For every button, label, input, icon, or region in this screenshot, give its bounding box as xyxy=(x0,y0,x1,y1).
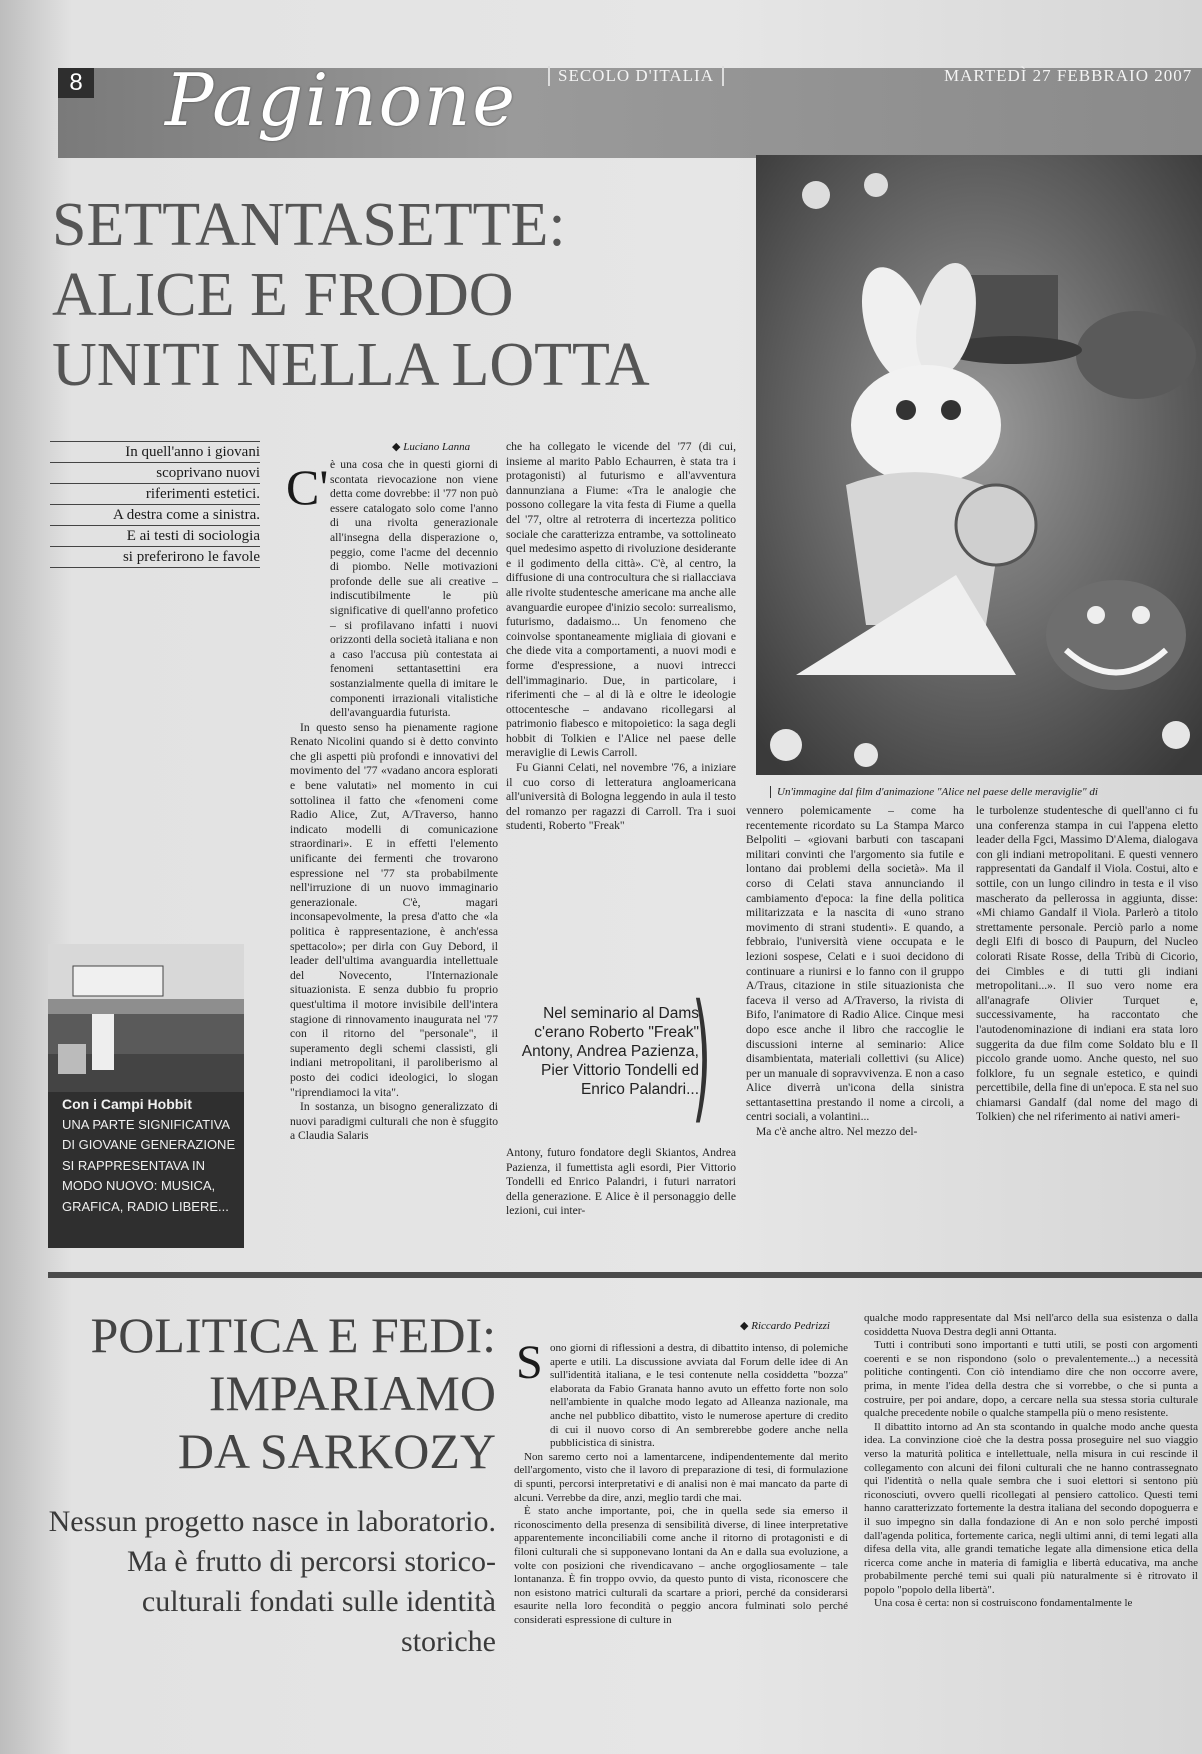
article-column-4 xyxy=(976,804,1198,1256)
paragraph: Tutti i contributi sono importanti e tutti utili, se posti con argomenti coerenti e se non rispondono (solo o prevalentemente...) a necessità politiche contingenti. Con ciò intendiamo dire che non occorre avere, prima, in mente l'idea della destra che si vorrebbe, o che si punta a costruire, per poi andare, dopo, a cercare nella sua stessa storia culturale qualche precedente nobile o qualche stampella più o meno resistente. xyxy=(864,1339,1198,1420)
paragraph: Una cosa è certa: non si costruiscono fondamentalmente le xyxy=(874,1597,1133,1610)
photo-caption-text: UNA PARTE SIGNIFICATIVA DI GIOVANE GENERAZIONE SI RAPPRESENTAVA IN MODO NUOVO: MUSICA, GRAFICA, RADIO LIBERE... xyxy=(62,1116,236,1214)
paragraph: vennero polemicamente – come ha recentemente ricordato su La Stampa Marco Belpoliti – «giovani barbuti con tascapani militari convinti che l'argomento sia futile e lontano dai problemi della società». Ma il corso di Celati stava annunciando il cambiamento d'epoca: la fine della politica militarizzata e la nascita di «uno strano movimento di strani studenti». E quando, a febbraio, l'università viene occupata e le lezioni sospese, Celati e i suoi decidono di continuare a riunirsi e lo fanno con il gruppo A/Traus, citazione in stile situazionista che faceva il verso ad A/Traverso, la rivista di Bifo, l'animatore di Radio Alice. Cinque mesi dopo esce anche il libro che raccoglie le discussioni interne al seminario: Alice disambientata, materiali collettivi (su Alice) per un manuale di sopravvivenza. E non a caso Alice diverrà un'icona della sinistra settantasettina prestando il nome a circoli, a centri sociali, a volantini... xyxy=(746,804,964,1124)
paragraph: Il dibattito intorno ad An sta scontando in qualche modo anche questa idea. La convinzione cioè che la destra possa proseguire nel suo viaggio verso la maturità politica e intellettuale, nella misura in cui rescinde il collegamento con alcuni dei filoni culturali che ne hanno contrassegnato qui l'identità o nella quale sembra che i suoi elettori si sentono più riconosciuti, ovvero quelli ricollegati al pensiero cattolico. Questi temi hanno caratterizzato fortemente la destra italiana del secondo dopoguerra e il suo impegno sin dalla fondazione di An e non solo perché imposti dall'agenda politica, fortemente carica, negli ultimi anni, di temi legati alla difesa della vita, alle grandi tematiche legate alla dimensione etica della ricerca come anche in materia di famiglia e libertà educativa, ma anche probabilmente perché temi sui quali più naturalmente si è ritrovato il popolo "popolo della libertà". xyxy=(864,1420,1198,1596)
paragraph: è una cosa che in questi giorni di scontata rievocazione non viene detta come dovrebbe: il '77 non può essere catalogato solo come l'anno di una rivolta generazionale all'insegna della disperazione o, peggio, come l'acme del decennio di piombo. Nelle motivazioni profonde delle sue ali creative – indiscutibilmente le più significative di quell'anno profetico – si profilavano infatti i nuovi orizzonti della società italiana e non a caso l'accusa più contestata ai fenomeni settantasettini era sostanzialmente quella di imitare le componenti irrazionali vitalistiche dell'avanguardia futurista. xyxy=(330,458,498,720)
paragraph: È stato anche importante, poi, che in quella sede sia emerso il riconoscimento della presenza di sensibilità diverse, di linee interpretative apparentemente inconciliabili come anche il ritorno di protagonisti e di filoni culturali che si supponevano lontani da An e dalla sua evoluzione, a volte con posizioni che rivendicavano – anche orgogliosamente – tale lontananza. È fin troppo ovvio, da questo punto di vista, riconoscere che non esistono matrici culturali da scartare a priori, perché da considerarsi esaurite nella loro fecondità o peggio ancora fulminati solo perché considerati espressione di culture in xyxy=(514,1505,848,1626)
drop-cap: C' xyxy=(286,459,329,515)
article-column-3 xyxy=(746,804,964,1256)
article2-column-2 xyxy=(864,1312,1198,1742)
article-column-2-continued xyxy=(506,1146,736,1256)
paragraph: che ha collegato le vicende del '77 (di cui, insieme al marito Pablo Echaurren, è stata tra i protagonisti) al futurismo e all'avventura dannunziana a Fiume: «Tra le analogie che possono collegare la vita festa di Fiume a quella del '77, oltre al retroterra di incertezza politico sociale che caratterizza entrambe, va sottolineato quel medesimo aspetto di rivoluzione desiderante e il godimento della città». C'è, al centro, la diffusione di una controcultura che si riallacciava alle rivolte studentesche americane ma anche alle avanguardie europee d'inizio secolo: surrealismo, futurismo, dadaismo... Un fenomeno che coinvolse spontaneamente migliaia di giovani e che diede vita a comportamenti, a nuovi modi e forme d'espressione, a nuovi intrecci dell'immaginario. Due, in particolare, i riferimenti che – al di là e oltre le ideologie ottocentesche – andavano ricollegarsi al patrimonio fiabesco e mitopoietico: la saga degli hobbit di Tolkien e l'Alice nel paese delle meraviglie di Lewis Carroll. xyxy=(506,440,736,760)
section-title: Paginone xyxy=(165,58,517,142)
headline-line: ALICE E FRODO xyxy=(52,261,514,329)
paragraph: le turbolenze studentesche di quell'anno ci fu una conferenza stampa in cui l'appena eletto leader della Fgci, Massimo D'Alema, dialogava con gli indiani metropolitani. E questi vennero rappresentati da Gandalf il Viola. Costui, alto e sottile, con un lungo cilindro in testa e il viso mascherato da pellerossa in aggiunta, disse: «Mi chiamo Gandalf il Viola. Parlerò a titolo strettamente personale. Perciò parlo a nome degli Elfi di bosco di Paupurn, del Nucleo colorati Risate Rosse, della Tribù di Cicorio, dei Cimbles e di tutti gli indiani metropolitani...». Il suo vero nome era all'anagrafe Olivier Turquet e, successivamente, ha raccontato che l'autodenominazione di indiani era stata loro suggerita da due film come Soldato blu e Il piccolo grande uomo. Anche questo, nel suo folklore, fu un segnale estetico, e quindi percettibile, della fine di un'epoca. E sta nel suo chiamarsi Gandalf (dal nome del mago di Tolkien) che nel riferimento ai nativi ameri- xyxy=(976,804,1198,1124)
drop-cap: S xyxy=(516,1336,543,1389)
section-divider xyxy=(48,1272,1202,1278)
headline-line: DA SARKOZY xyxy=(177,1423,496,1479)
author-name: Riccardo Pedrizzi xyxy=(751,1320,830,1332)
paragraph: ono giorni di riflessioni a destra, di dibattito intenso, di polemiche aperte e utili. La discussione avviata dal Forum delle idee di An sull'identità italiana, e le tesi contenute nella cosiddetta "bozza" elaborata da Fabio Granata hanno avuto un effetto forte non solo nell'ambiente in qualche modo legato ad Alleanza nazionale, ma anche nel pubblico dibattito, visto le numerose aperture di credito di cui il nuovo corso di An sembrerebbe godere anche nella pubblicistica di sinistra. xyxy=(550,1342,848,1450)
pull-line: riferimenti estetici. xyxy=(50,483,260,504)
headline-line: SETTANTASETTE: xyxy=(52,191,566,259)
paragraph: Non saremo certo noi a lamentarcene, indipendentemente dal merito dell'argomento, visto che il lavoro di preparazione di tesi, di formulazione di spunti, percorsi interpretativi e di analisi non è mai mancato da parte di alcuni. Verrebbe da dire, anzi, meglio tardi che mai. xyxy=(514,1450,848,1504)
pull-line: In quell'anno i giovani xyxy=(50,441,260,462)
issue-date: MARTEDÌ 27 FEBBRAIO 2007 xyxy=(944,66,1193,85)
article-column-2 xyxy=(506,440,736,980)
campi-hobbit-photo xyxy=(48,944,244,1092)
article-column-1 xyxy=(290,458,498,1238)
paragraph: qualche modo rappresentate dal Msi nell'arco della sua esistenza o dalla cosiddetta Nuova Destra degli anni Ottanta. xyxy=(864,1312,1198,1338)
illustration-drawing xyxy=(756,155,1202,775)
article2-byline: ◆ Riccardo Pedrizzi xyxy=(740,1320,830,1332)
paragraph: Fu Gianni Celati, nel novembre '76, a iniziare il cuo corso di letteratura angloamericana all'università di Bologna leggendo in aula il testo del romanzo per ragazzi di Carroll. Tra i suoi studenti, Roberto "Freak" xyxy=(506,761,736,833)
quote-bracket-icon: ) xyxy=(692,975,712,1138)
article2-subheading: Nessun progetto nasce in laboratorio. Ma è frutto di percorsi storico-culturali fondati sulle identità storiche xyxy=(48,1505,496,1658)
article-headline xyxy=(52,190,752,400)
pull-quote: Nel seminario al Dams c'erano Roberto "Freak" Antony, Andrea Pazienza, Pier Vittorio Tondelli ed Enrico Palandri... xyxy=(521,1005,699,1098)
paragraph: In questo senso ha pienamente ragione Renato Nicolini quando si è detto convinto che gli aspetti più profondi e innovativi del movimento del '77 «vadano ancora esplorati e bene valutati» nel momento in cui sottolinea il fatto che «fenomeni come Radio Alice, Zut, A/Traverso, hanno indicato modelli di comunicazione straordinari». E in effetti l'elemento unificante dei fermenti che trovarono espressione nel '77 sta probabilmente nell'irruzione di un nuovo immaginario generazionale. C'è, magari inconsapevolmente, la presa d'atto che «la politica è rappresentazione, è anch'essa spettacolo»; per dirla con Guy Debord, il leader dell'ultima avanguardia intellettuale del Novecento, l'Internazionale situazionista. E senza dubbio fu proprio quest'ultima il motore invisibile dell'intera stagione di rinnovamento inaugurata nel '77 con il ritorno del "personale", il superamento degli schemi classisti, gli indiani metropolitani, il paroliberismo al posto dei codici ideologici, lo slogan "riprendiamoci la vita". xyxy=(290,720,498,1099)
pull-quote-lines xyxy=(50,441,260,568)
headline-line: IMPARIAMO xyxy=(208,1365,496,1421)
pull-line: si preferirono le favole xyxy=(50,546,260,568)
pull-line: A destra come a sinistra. xyxy=(50,504,260,525)
photo-caption xyxy=(62,1094,242,1217)
headline-line: UNITI NELLA LOTTA xyxy=(52,331,650,399)
masthead: SECOLO D'ITALIA xyxy=(548,66,724,86)
pull-line: E ai testi di sociologia xyxy=(50,525,260,546)
paragraph: Ma c'è anche altro. Nel mezzo del- xyxy=(756,1125,918,1139)
headline-line: POLITICA E FEDI: xyxy=(90,1307,496,1363)
image-caption: Un'immagine dal film d'animazione "Alice nel paese delle meraviglie" di xyxy=(770,786,1202,798)
article-byline: ◆ Luciano Lanna xyxy=(392,441,471,453)
author-name: Luciano Lanna xyxy=(403,441,471,453)
paragraph: Antony, futuro fondatore degli Skiantos, Andrea Pazienza, il fumettista agli esordi, Pier Vittorio Tondelli ed Enrico Palandri, i futuri narratori della generazione. E Alice è il personaggio delle lezioni, cui inter- xyxy=(506,1146,736,1218)
article2-column-1 xyxy=(514,1336,848,1742)
paragraph: In sostanza, un bisogno generalizzato di nuovi paradigmi culturali che non è sfuggito a Claudia Salaris xyxy=(290,1100,498,1143)
photo-caption-lead: Con i Campi Hobbit xyxy=(62,1096,192,1112)
article2-headline xyxy=(56,1306,496,1480)
alice-illustration xyxy=(756,155,1202,775)
page-number: 8 xyxy=(58,68,94,98)
pull-line: scoprivano nuovi xyxy=(50,462,260,483)
